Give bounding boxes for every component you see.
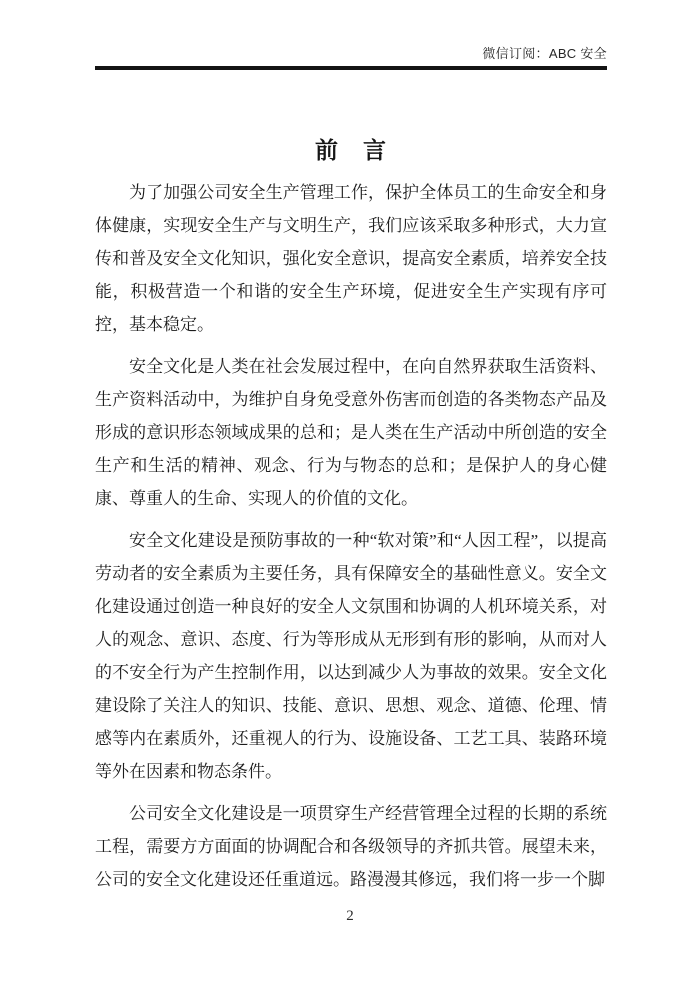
header-subscription-label: 微信订阅：ABC 安全 xyxy=(482,46,607,61)
page-footer xyxy=(0,908,700,925)
preface-paragraph-4: 公司安全文化建设是一项贯穿生产经营管理全过程的长期的系统工程，需要方方面面的协调配合和各级领导的齐抓共管。展望未来，公司的安全文化建设还任重道远。路漫漫其修远，我们将一步一个脚 xyxy=(95,804,607,889)
preface-paragraph-2: 安全文化是人类在社会发展过程中，在向自然界获取生活资料、生产资料活动中，为维护自身免受意外伤害而创造的各类物态产品及形成的意识形态领域成果的总和；是人类在生产活动中所创造的安全生产和生活的精神、观念、行为与物态的总和；是保护人的身心健康、尊重人的生命、实现人的价值的文化。 xyxy=(95,357,607,508)
page-header xyxy=(95,46,607,70)
preface-paragraph-1: 为了加强公司安全生产管理工作，保护全体员工的生命安全和身体健康，实现安全生产与文明生产，我们应该采取多种形式，大力宣传和普及安全文化知识，强化安全意识，提高安全素质，培养安全技能，积极营造一个和谐的安全生产环境，促进安全生产实现有序可控，基本稳定。 xyxy=(95,183,607,334)
preface-paragraph-3: 安全文化建设是预防事故的一种“软对策”和“人因工程”，以提高劳动者的安全素质为主要任务，具有保障安全的基础性意义。安全文化建设通过创造一种良好的安全人文氛围和协调的人机环境关系，对人的观念、意识、态度、行为等形成从无形到有形的影响，从而对人的不安全行为产生控制作用，以达到减少人为事故的效果。安全文化建设除了关注人的知识、技能、意识、思想、观念、道德、伦理、情感等内在素质外，还重视人的行为、设施设备、工艺工具、装路环境等外在因素和物态条件。 xyxy=(95,531,607,781)
document-body xyxy=(95,176,607,905)
header-double-rule xyxy=(95,66,607,70)
page-title: 前 言 xyxy=(315,138,387,163)
page-number: 2 xyxy=(346,908,354,924)
